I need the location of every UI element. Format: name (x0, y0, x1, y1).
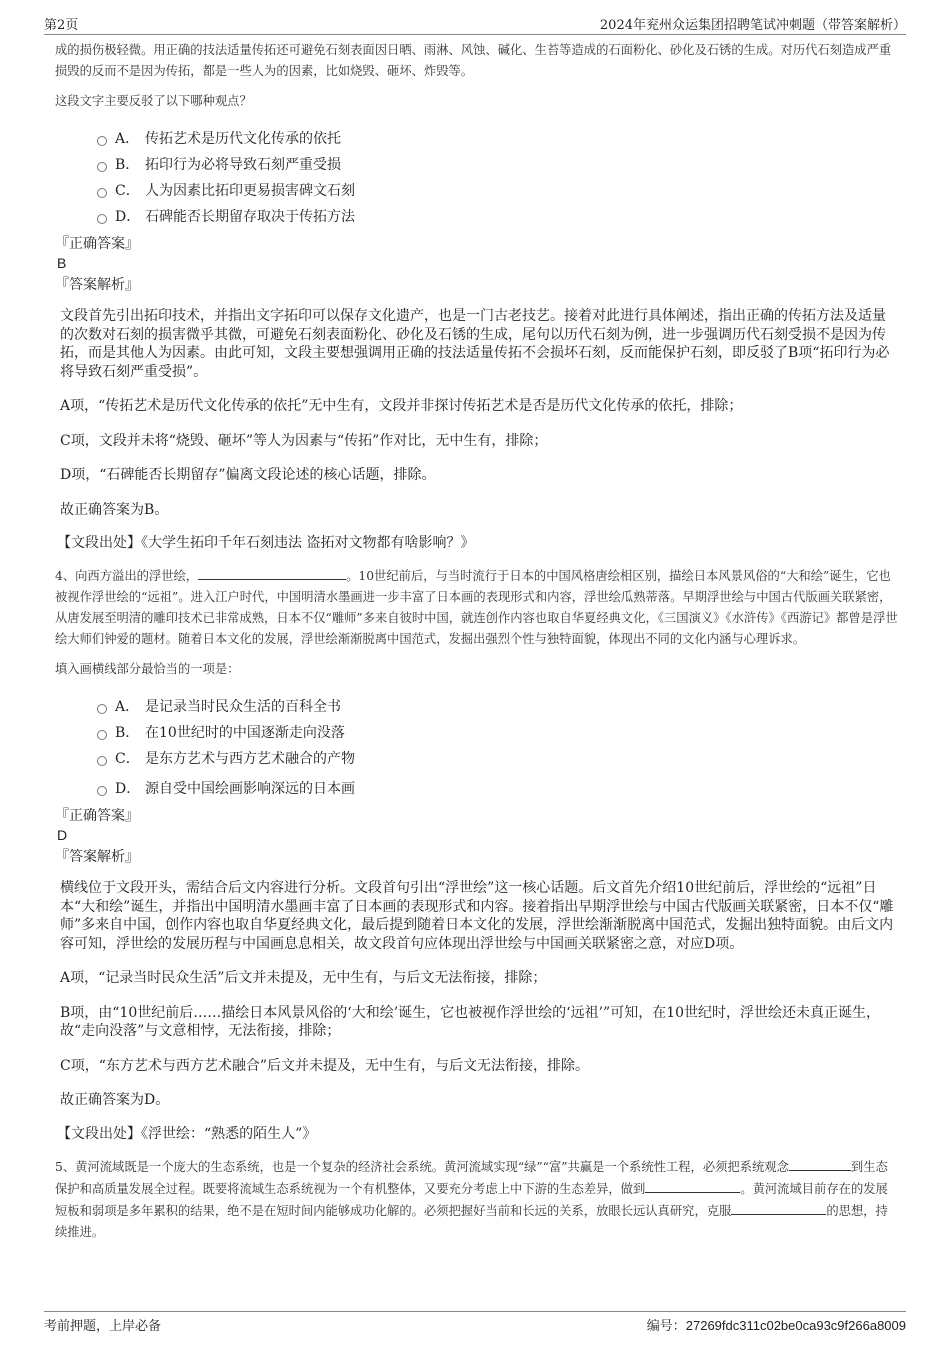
q4-analysis-conclusion: 故正确答案为D。 (60, 1092, 170, 1108)
radio-icon[interactable] (97, 730, 107, 740)
q4-option-c[interactable]: C． 是东方艺术与西方艺术融合的产物 (97, 746, 900, 772)
radio-icon[interactable] (97, 188, 107, 198)
q3-source: 【文段出处】《大学生拓印千年石刻违法 盗拓对文物都有啥影响？》 (57, 535, 475, 551)
q3-passage-tail: 成的损伤极轻微。用正确的技法适量传拓还可避免石刻表面因日晒、雨淋、风蚀、碱化、生苔等造成的石面粉化、砂化及石锈的生成。对历代石刻造成严重损毁的反而不是因为传拓，都是一些人为的因素，比如烧毁、砸坏、炸毁等。 (55, 43, 892, 78)
q4-analysis-label: 『答案解析』 (55, 849, 139, 865)
q4-fill-blank (198, 565, 346, 580)
q3-analysis-d: D项，“石碑能否长期留存”偏离文段论述的核心话题，排除。 (60, 467, 436, 483)
radio-icon[interactable] (97, 136, 107, 146)
document-code: 编号：27269fdc311c02be0ca93c9f266a8009 (646, 1318, 906, 1334)
q4-prompt: 填入画横线部分最恰当的一项是： (55, 662, 240, 676)
page-header (44, 12, 906, 35)
q3-option-b[interactable]: B． 拓印行为必将导致石刻严重受损 (97, 152, 900, 178)
q3-answer-label: 『正确答案』 (55, 236, 139, 252)
q3-prompt: 这段文字主要反驳了以下哪种观点？ (55, 94, 252, 108)
radio-icon[interactable] (97, 214, 107, 224)
q4-options (97, 694, 900, 802)
q4-answer: D (57, 827, 68, 843)
radio-icon[interactable] (97, 162, 107, 172)
radio-icon[interactable] (97, 756, 107, 766)
q3-option-d[interactable]: D． 石碑能否长期留存取决于传拓方法 (97, 204, 900, 230)
page-content (55, 40, 900, 1243)
q3-analysis-conclusion: 故正确答案为B。 (60, 501, 169, 518)
q3-option-c[interactable]: C． 人为因素比拓印更易损害碑文石刻 (97, 178, 900, 204)
q5-blank-3 (731, 1200, 826, 1215)
q4-analysis-main: 横线位于文段开头，需结合后文内容进行分析。文段首句引出“浮世绘”这一核心话题。后文首先介绍10世纪前后，浮世绘的“远祖”日本“大和绘”诞生，并指出中国明清水墨画丰富了日本画的表现形式和内容。接着指出早期浮世绘与中国古代版画关联紧密，日本不仅“雕师”多来自中国，创作内容也取自华夏经典文化，最后提到随着日本文化的发展，浮世绘渐渐脱离中国范式，发掘出独特面貌。由后文内容可知，浮世绘的发展历程与中国画息息相关，故文段首句应体现出浮世绘与中国画关联紧密之意，对应D项。 (60, 880, 894, 952)
page-footer (44, 1311, 906, 1334)
q4-source: 【文段出处】《浮世绘：“熟悉的陌生人”》 (57, 1125, 317, 1142)
q4-analysis-b: B项，由“10世纪前后……描绘日本风景风俗的‘大和绘’诞生，它也被视作浮世绘的‘远祖’”可知，在10世纪时，浮世绘还未真正诞生，故“走向没落”与文意相悖，无法衔接，排除； (60, 1004, 881, 1039)
q3-option-a[interactable]: A． 传拓艺术是历代文化传承的依托 (97, 126, 900, 152)
q4-option-d[interactable]: D． 源自受中国绘画影响深远的日本画 (97, 776, 900, 802)
q4-option-a[interactable]: A． 是记录当时民众生活的百科全书 (97, 694, 900, 720)
q3-analysis (55, 307, 900, 519)
q5-number: 5、 (55, 1159, 76, 1174)
q4-analysis-a: A项，“记录当时民众生活”后文并未提及，无中生有，与后文无法衔接，排除； (60, 970, 547, 986)
q3-analysis-main: 文段首先引出拓印技术，并指出文字拓印可以保存文化遗产，也是一门古老技艺。接着对此进行具体阐述，指出正确的传拓方法及适量的次数对石刻的损害微乎其微，可避免石刻表面粉化、砂化及石锈的生成，尾句以历代石刻为例，进一步强调历代石刻受损不是因为传拓，而是其他人为因素。由此可知，文段主要想强调用正确的技法适量传拓不会损坏石刻，反而能保护石刻，即反驳了B项“拓印行为必将导致石刻严重受损”。 (60, 308, 890, 380)
q3-options (97, 126, 900, 230)
q5-blank-2 (645, 1178, 740, 1193)
q3-analysis-label: 『答案解析』 (55, 277, 139, 293)
q3-answer: B (57, 255, 67, 271)
q4-number: 4、 (55, 569, 76, 583)
radio-icon[interactable] (97, 786, 107, 796)
q4-option-b[interactable]: B． 在10世纪时的中国逐渐走向没落 (97, 720, 900, 746)
q4-passage: 4、向西方溢出的浮世绘， 。10世纪前后，与当时流行于日本的中国风格唐绘相区别，描绘日本风景风俗的“大和绘”诞生，它也被视作浮世绘的“远祖”。进入江户时代，中国明清水墨画进一步丰富了日本画的表现形式和内容，浮世绘瓜熟蒂落。早期浮世绘与中国古代版画关联紧密，从唐发展至明清的雕印技术已非常成熟，日本不仅“雕师”多来自彼时中国，就连创作内容也取自华夏经典文化，《三国演义》《水浒传》《西游记》都曾是浮世绘大师们钟爱的题材。随着日本文化的发展，浮世绘渐渐脱离中国范式，发掘出强烈个性与独特面貌，体现出不同的文化内涵与心理诉求。 (55, 565, 900, 650)
q3-analysis-c: C项，文段并未将“烧毁、砸坏”等人为因素与“传拓”作对比，无中生有，排除； (60, 432, 548, 449)
q4-analysis (55, 879, 900, 1110)
q5-blank-1 (789, 1156, 851, 1171)
footer-slogan: 考前押题，上岸必备 (44, 1319, 162, 1334)
q3-analysis-a: A项，“传拓艺术是历代文化传承的依托”无中生有，文段并非探讨传拓艺术是否是历代文化传承的依托，排除； (60, 398, 743, 414)
document-title: 2024年兖州众运集团招聘笔试冲刺题（带答案解析） (599, 18, 906, 33)
radio-icon[interactable] (97, 704, 107, 714)
q4-analysis-c: C项，“东方艺术与西方艺术融合”后文并未提及，无中生有，与后文无法衔接，排除。 (60, 1057, 590, 1074)
q5-passage: 5、黄河流域既是一个庞大的生态系统，也是一个复杂的经济社会系统。黄河流域实现“绿”“富”共赢是一个系统性工程，必须把系统观念 到生态保护和高质量发展全过程。既要将流域生态系统视为一个有机整体，又要充分考虑上中下游的生态差异，做到 。黄河流域目前存在的发展短板和弱项是多年累积的结果，绝不是在短时间内能够成功化解的。必须把握好当前和长远的关系，放眼长远认真研究，克服 的思想，持续推进。 (55, 1156, 900, 1243)
page-number: 第2页 (44, 18, 79, 33)
q4-answer-label: 『正确答案』 (55, 808, 139, 824)
